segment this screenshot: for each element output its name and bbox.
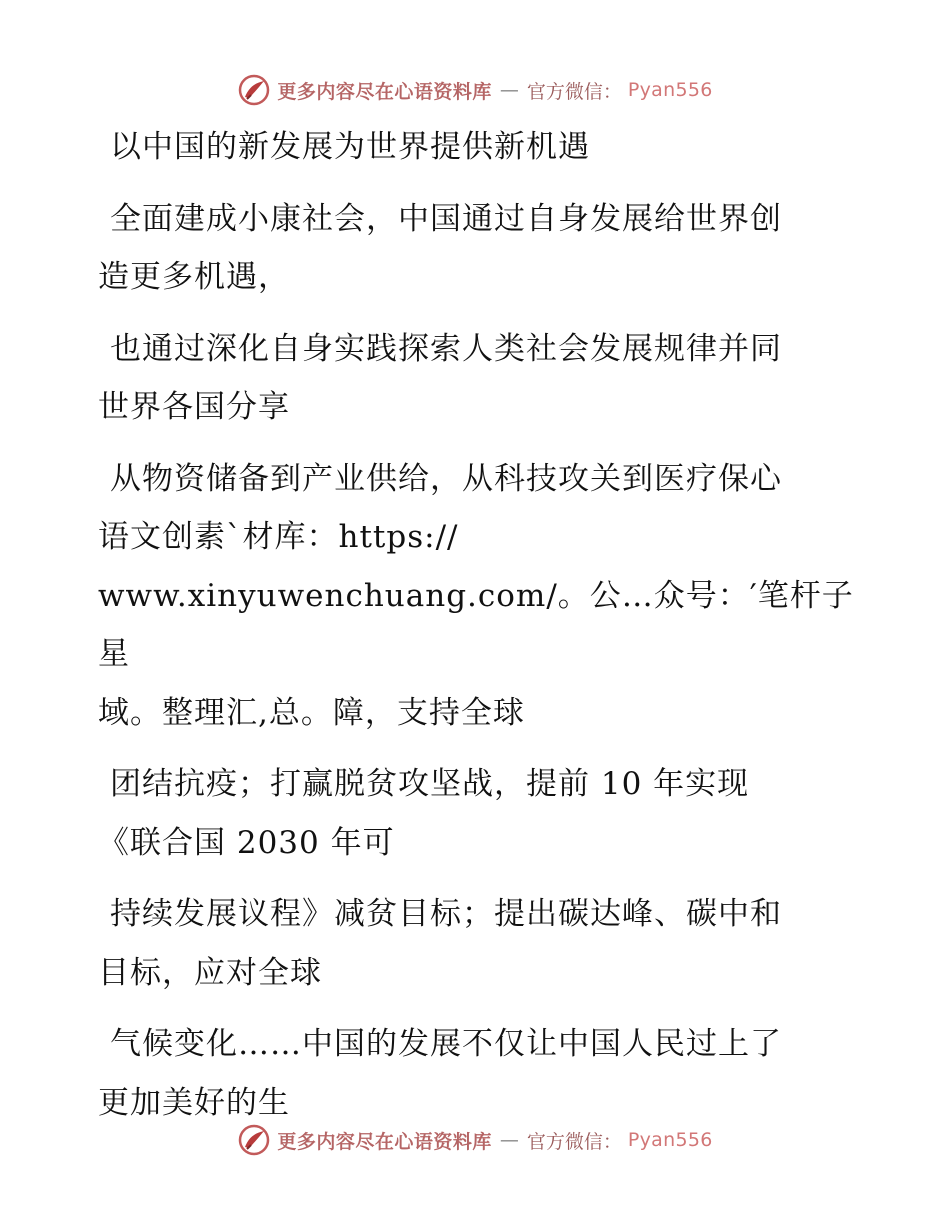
paragraph-line: 造更多机遇， (98, 259, 290, 295)
paragraph-line: 目标，应对全球 (98, 954, 322, 991)
paragraph-line: 语文创素`材库：https:// (98, 519, 459, 555)
paragraph-line: 也通过深化自身实践探索人类社会发展规律并同 (110, 330, 782, 367)
banner-contact-id: Pyan556 (627, 79, 713, 101)
paragraph-line: 从物资储备到产业供给，从科技攻关到医疗保心 (110, 460, 782, 497)
banner-separator: — (499, 79, 519, 101)
banner-contact-label: 官方微信： (526, 1130, 622, 1153)
banner-contact-label: 官方微信： (526, 80, 622, 103)
banner-separator: — (499, 1129, 519, 1151)
banner-contact-id: Pyan556 (627, 1129, 713, 1151)
paragraph-line: 持续发展议程》减贫目标；提出碳达峰、碳中和 (110, 896, 782, 932)
paragraph (98, 1015, 858, 1132)
paragraph-line: 气候变化……中国的发展不仅让中国人民过上了 (110, 1026, 782, 1062)
paragraph (98, 118, 858, 177)
banner-text: 更多内容尽在心语资料库 (277, 1130, 492, 1153)
paragraph-line: 《联合国 2030 年可 (98, 824, 395, 861)
paragraph (98, 755, 858, 872)
paragraph-line: 团结抗疫；打赢脱贫攻坚战，提前 10 年实现 (110, 766, 750, 802)
paragraph-line: 域。整理汇,总。障，支持全球 (98, 694, 525, 731)
paragraph-line: 世界各国分享 (98, 389, 290, 425)
document-body (98, 118, 858, 1145)
paragraph (98, 450, 858, 743)
paragraph (98, 190, 858, 307)
paragraph (98, 320, 858, 437)
footer-watermark-banner (0, 1120, 950, 1160)
paragraph-line: 以中国的新发展为世界提供新机遇 (110, 129, 590, 165)
brush-logo-icon (237, 73, 271, 107)
paragraph (98, 885, 858, 1002)
banner-text: 更多内容尽在心语资料库 (277, 80, 492, 103)
brush-logo-icon (237, 1123, 271, 1157)
header-watermark-banner (0, 70, 950, 110)
paragraph-line: 更加美好的生 (98, 1084, 290, 1121)
paragraph-line: www.xinyuwenchuang.com/。公…众号：′笔杆子星 (98, 577, 854, 672)
paragraph-line: 全面建成小康社会，中国通过自身发展给世界创 (110, 200, 782, 237)
